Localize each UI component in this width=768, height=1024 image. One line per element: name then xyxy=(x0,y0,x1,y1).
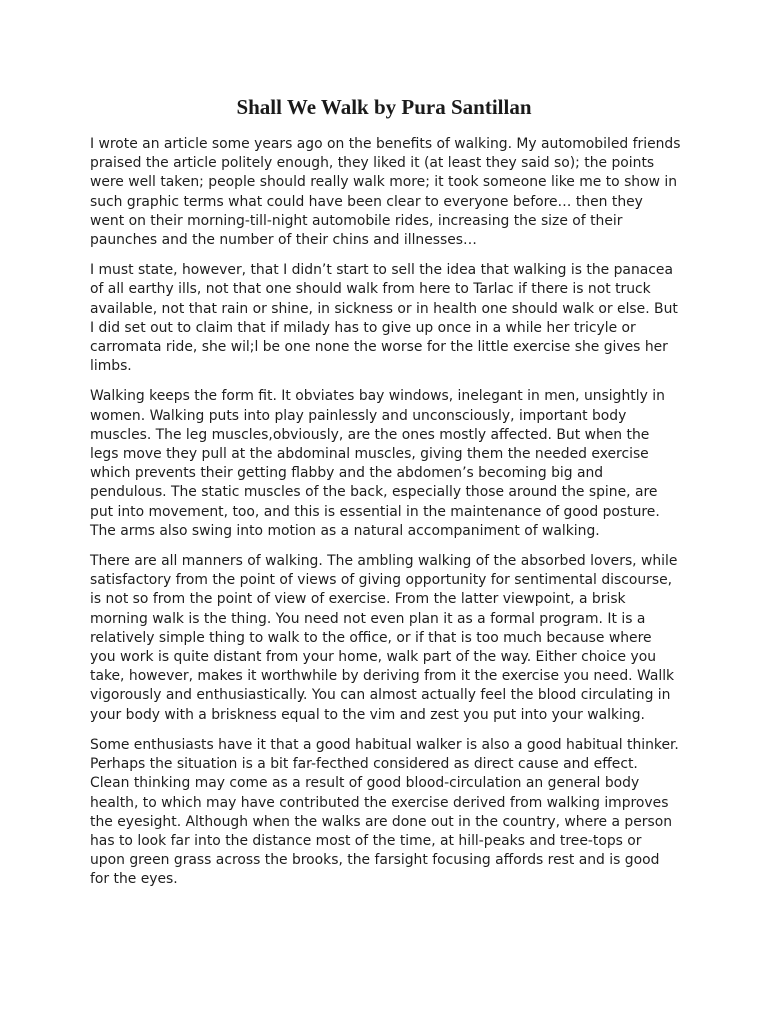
text-line: praised the article politely enough, they liked it (at least they said so); the points xyxy=(90,155,655,172)
text-line: available, not that rain or shine, in sickness or in health one should walk or else. But xyxy=(90,300,678,317)
text-line: carromata ride, she wil;l be one none the worse for the little exercise she gives her xyxy=(90,339,668,356)
paragraph xyxy=(90,736,680,890)
text-line: Walking keeps the form fit. It obviates bay windows, inelegant in men, unsightly in xyxy=(90,388,665,405)
text-line: There are all manners of walking. The ambling walking of the absorbed lovers, while xyxy=(90,553,678,570)
text-line: you work is quite distant from your home, walk part of the way. Either choice you xyxy=(90,649,657,666)
text-line: legs move they pull at the abdominal muscles, giving them the needed exercise xyxy=(90,446,649,463)
text-line: women. Walking puts into play painlessly and unconsciously, important body xyxy=(90,407,627,424)
text-line: vigorously and enthusiastically. You can almost actually feel the blood circulating in xyxy=(90,687,671,704)
text-line: Perhaps the situation is a bit far-fecthed considered as direct cause and effect. xyxy=(90,756,638,773)
text-line: morning walk is the thing. You need not even plan it as a formal program. It is a xyxy=(90,610,646,627)
text-line: which prevents their getting flabby and the abdomen’s becoming big and xyxy=(90,465,604,482)
text-line: take, however, makes it worthwhile by deriving from it the exercise you need. Wallk xyxy=(90,668,675,685)
text-line: I wrote an article some years ago on the benefits of walking. My automobiled friends xyxy=(90,136,681,152)
text-line: The arms also swing into motion as a natural accompaniment of walking. xyxy=(90,522,600,539)
text-line: put into movement, too, and this is essential in the maintenance of good posture. xyxy=(90,503,660,520)
text-line: paunches and the number of their chins and illnesses… xyxy=(90,232,477,249)
text-line: has to look far into the distance most of the time, at hill-peaks and tree-tops or xyxy=(90,832,642,849)
paragraph xyxy=(90,387,680,541)
paragraph xyxy=(90,135,680,250)
paragraph xyxy=(90,552,680,725)
text-line: for the eyes. xyxy=(90,871,178,888)
text-line: Some enthusiasts have it that a good habitual walker is also a good habitual thinker. xyxy=(90,736,679,753)
text-line: muscles. The leg muscles,obviously, are the ones mostly affected. But when the xyxy=(90,426,650,443)
text-line: such graphic terms what could have been clear to everyone before… then they xyxy=(90,193,643,210)
text-line: satisfactory from the point of views of giving opportunity for sentimental discourse, xyxy=(90,572,673,589)
document-title: Shall We Walk by Pura Santillan xyxy=(236,95,532,119)
text-line: limbs. xyxy=(90,358,132,375)
text-line: upon green grass across the brooks, the farsight focusing affords rest and is good xyxy=(90,852,660,869)
text-line: pendulous. The static muscles of the back, especially those around the spine, are xyxy=(90,484,658,501)
paragraph xyxy=(90,261,680,376)
text-line: is not so from the point of view of exercise. From the latter viewpoint, a brisk xyxy=(90,591,626,608)
text-line: the eyesight. Although when the walks are done out in the country, where a person xyxy=(90,813,673,830)
text-line: health, to which may have contributed the exercise derived from walking improves xyxy=(90,794,669,811)
text-line: went on their morning-till-night automobile rides, increasing the size of their xyxy=(90,212,623,229)
text-line: Clean thinking may come as a result of good blood-circulation an general body xyxy=(90,775,640,792)
text-line: were well taken; people should really walk more; it took someone like me to show in xyxy=(90,174,678,191)
text-line: relatively simple thing to walk to the office, or if that is too much because where xyxy=(90,629,652,646)
text-line: of all earthy ills, not that one should walk from here to Tarlac if there is not truck xyxy=(90,281,651,298)
text-line: I must state, however, that I didn’t start to sell the idea that walking is the panacea xyxy=(90,262,673,279)
document-body xyxy=(90,135,680,901)
text-line: your body with a briskness equal to the vim and zest you put into your walking. xyxy=(90,706,645,723)
text-line: I did set out to claim that if milady has to give up once in a while her tricyle or xyxy=(90,319,636,336)
